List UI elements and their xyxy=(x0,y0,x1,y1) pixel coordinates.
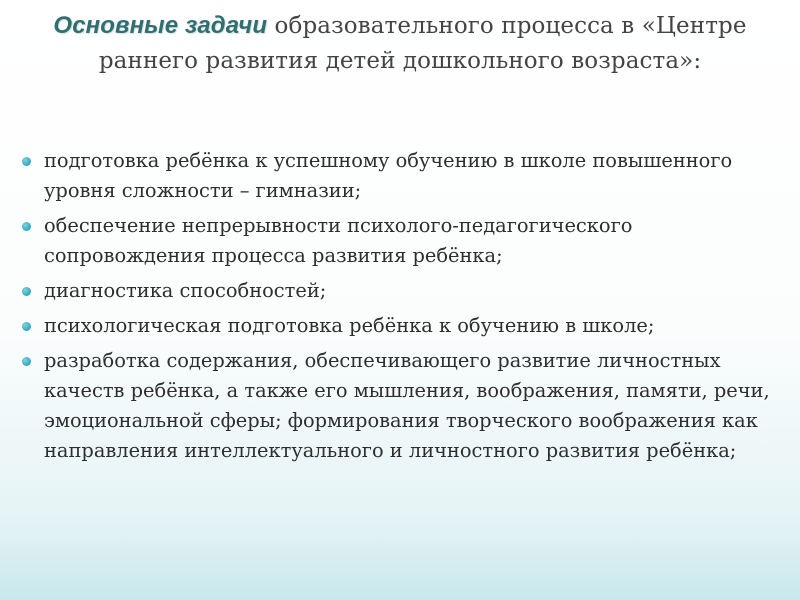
circle-bullet-icon xyxy=(22,357,31,366)
bullet-item xyxy=(22,311,782,341)
bullet-item xyxy=(22,346,782,466)
bullet-text: подготовка ребёнка к успешному обучению в школе повышенного уровня сложности – гимназии; xyxy=(44,149,733,202)
bullet-text: диагностика способностей; xyxy=(44,279,327,302)
bullet-item xyxy=(22,211,782,271)
circle-bullet-icon xyxy=(22,322,31,331)
title-emphasis: Основные задачи xyxy=(53,12,268,39)
slide-title xyxy=(10,8,790,79)
bullet-item xyxy=(22,146,782,206)
circle-bullet-icon xyxy=(22,157,31,166)
bullet-list xyxy=(22,146,782,471)
bullet-item xyxy=(22,276,782,306)
bullet-text: психологическая подготовка ребёнка к обучению в школе; xyxy=(44,314,655,337)
bullet-text: обеспечение непрерывности психолого-педагогического сопровождения процесса развития ребёнка; xyxy=(44,214,633,267)
title-rest: образовательного процесса в «Центре раннего развития детей дошкольного возраста»: xyxy=(98,13,747,74)
bullet-text: разработка содержания, обеспечивающего развитие личностных качеств ребёнка, а также его мышления, воображения, памяти, речи, эмоциональной сферы; формирования творческого воображения как направления интеллектуального и личностного развития ребёнка; xyxy=(44,349,770,462)
slide-background-glow xyxy=(0,530,800,600)
circle-bullet-icon xyxy=(22,287,31,296)
circle-bullet-icon xyxy=(22,222,31,231)
